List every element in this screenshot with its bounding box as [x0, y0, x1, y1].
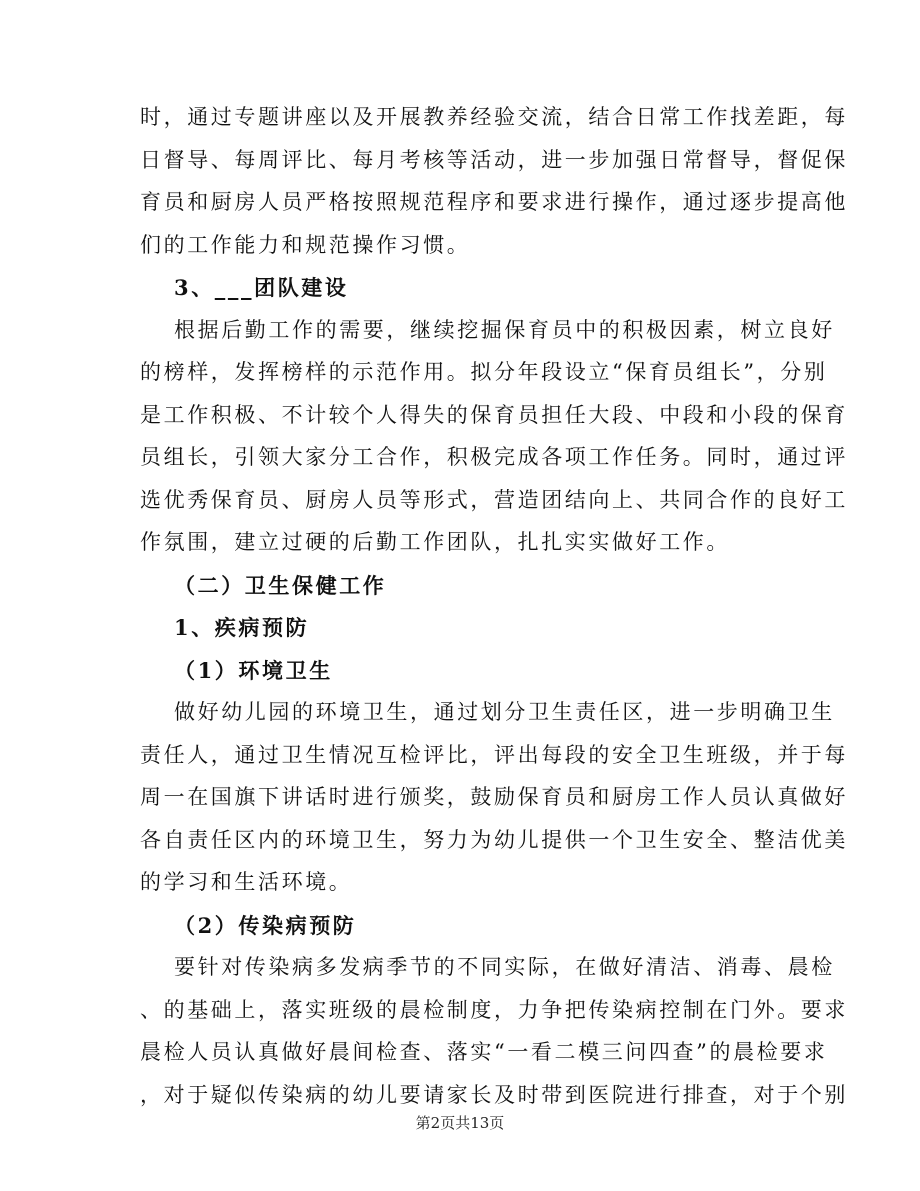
paragraph-line: 要针对传染病多发病季节的不同实际，在做好清洁、消毒、晨检	[174, 955, 835, 979]
paragraph-line: 的学习和生活环境。	[140, 870, 353, 894]
paragraph-line: 选优秀保育员、厨房人员等形式，营造团结向上、共同合作的良好工	[140, 487, 848, 512]
paragraph-line: 育员和厨房人员严格按照规范程序和要求进行操作，通过逐步提高他	[140, 190, 848, 214]
document-body	[140, 104, 848, 1124]
section-heading-environment-hygiene: （1）环境卫生	[174, 657, 333, 683]
paragraph-line: 员组长，引领大家分工合作，积极完成各项工作任务。同时，通过评	[140, 445, 848, 469]
section-heading-infectious-disease: （2）传染病预防	[174, 912, 357, 938]
paragraph-line: 的榜样，发挥榜样的示范作用。拟分年段设立“保育员组长”，分别	[140, 360, 828, 384]
section-heading-team-building: 3、___团队建设	[174, 275, 349, 300]
paragraph-line: 作氛围，建立过硬的后勤工作团队，扎扎实实做好工作。	[140, 530, 730, 554]
paragraph-line: ，对于疑似传染病的幼儿要请家长及时带到医院进行排查，对于个别	[140, 1082, 848, 1107]
paragraph-line: 做好幼儿园的环境卫生，通过划分卫生责任区，进一步明确卫生	[174, 700, 835, 724]
paragraph-line: 时，通过专题讲座以及开展教养经验交流，结合日常工作找差距，每	[140, 105, 848, 129]
paragraph-line: 根据后勤工作的需要，继续挖掘保育员中的积极因素，树立良好	[174, 317, 835, 342]
paragraph-line: 晨检人员认真做好晨间检查、落实“一看二模三问四查”的晨检要求	[140, 1040, 828, 1064]
paragraph-line: 各自责任区内的环境卫生，努力为幼儿提供一个卫生安全、整洁优美	[140, 827, 848, 852]
paragraph-line: 责任人，通过卫生情况互检评比，评出每段的安全卫生班级，并于每	[140, 742, 848, 767]
paragraph-line: 们的工作能力和规范操作习惯。	[140, 232, 471, 257]
section-heading-health-care: （二）卫生保健工作	[174, 572, 387, 598]
paragraph-line: 、的基础上，落实班级的晨检制度，力争把传染病控制在门外。要求	[140, 997, 848, 1022]
paragraph-line: 日督导、每周评比、每月考核等活动，进一步加强日常督导，督促保	[140, 147, 848, 172]
page-number: 第2页共13页	[415, 1114, 505, 1132]
section-heading-disease-prevention: 1、疾病预防	[174, 615, 310, 640]
paragraph-line: 是工作积极、不计较个人得失的保育员担任大段、中段和小段的保育	[140, 402, 848, 427]
paragraph-line: 周一在国旗下讲话时进行颁奖，鼓励保育员和厨房工作人员认真做好	[140, 785, 848, 809]
